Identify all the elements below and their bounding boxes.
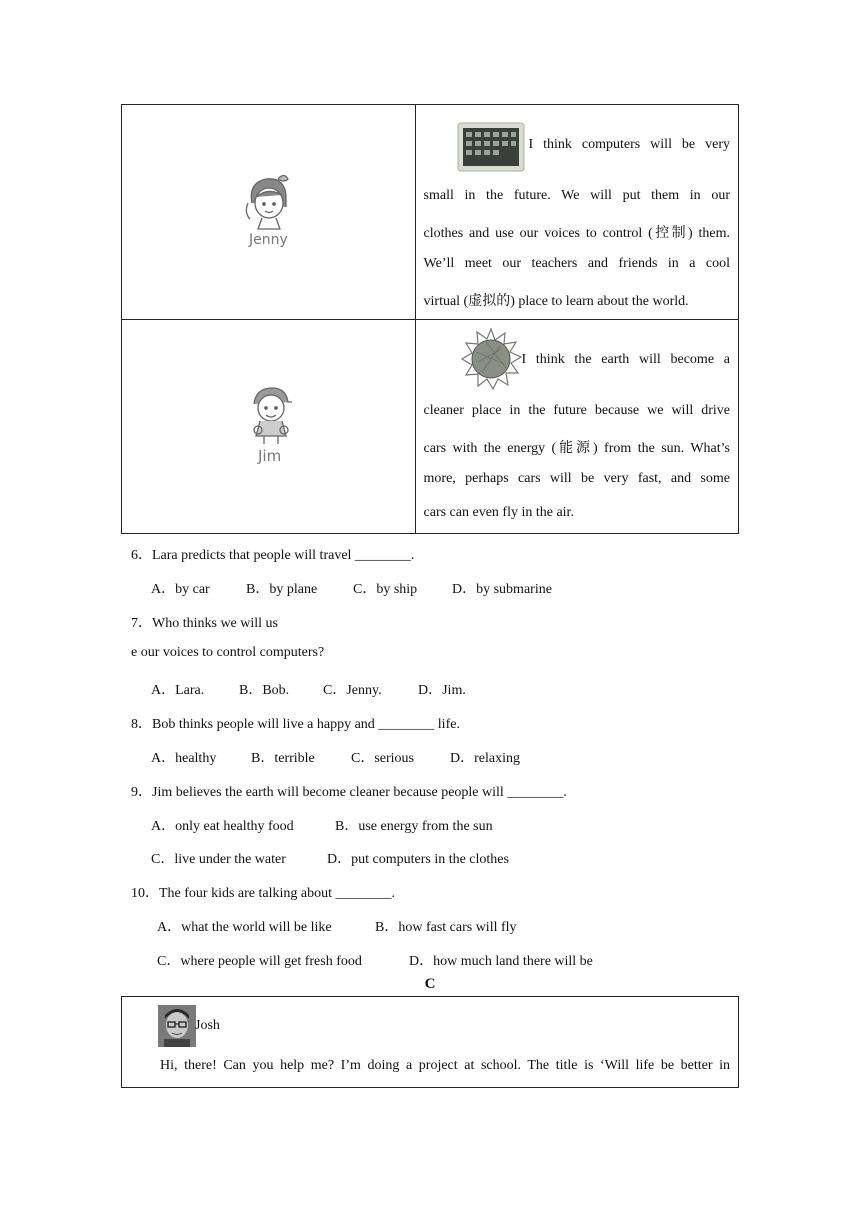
passage-row-jenny [122, 105, 739, 320]
question-10-option-a: A．what the world will be like [157, 920, 332, 935]
paragraph-line: I think the earth will become a [521, 352, 730, 367]
question-6-option-d: D．by submarine [452, 582, 552, 597]
question-10-option-d: D．how much land there will be [409, 954, 593, 969]
question-8-option-d: D．relaxing [450, 751, 520, 766]
question-9-option-a: A．only eat healthy food [151, 819, 294, 834]
avatar [158, 1005, 196, 1047]
question-9-option-d: D．put computers in the clothes [327, 852, 509, 867]
character-name-label: Jim [258, 447, 282, 465]
paragraph-line: I think computers will be very [528, 137, 730, 152]
question-7-stem-continued: e our voices to control computers? [131, 645, 325, 660]
section-heading: C [424, 976, 436, 992]
sun-icon [460, 328, 522, 390]
question-8-stem: 8．Bob thinks people will live a happy and ________ life. [131, 717, 460, 732]
character-cell [122, 105, 416, 320]
author-name: Josh [195, 1018, 220, 1033]
paragraph-line: clothes and use our voices to control (控制) them. [423, 226, 730, 241]
question-6-option-c: C．by ship [353, 582, 418, 597]
question-8-option-a: A．healthy [151, 751, 217, 766]
tablet-computer-icon [456, 121, 526, 173]
question-7-option-d: D．Jim. [418, 683, 466, 698]
question-6-option-b: B．by plane [246, 582, 318, 597]
paragraph-line: cars can even fly in the air. [423, 505, 574, 520]
question-6-option-a: A．by car [151, 582, 210, 597]
question-10-option-b: B．how fast cars will fly [375, 920, 517, 935]
section-c-box [121, 996, 739, 1088]
question-8-option-c: C．serious [351, 751, 414, 766]
question-8-option-b: B．terrible [251, 751, 315, 766]
question-7-stem: 7．Who thinks we will us [131, 616, 278, 631]
passage-table [121, 104, 739, 534]
paragraph-line: virtual (虚拟的) place to learn about the world. [423, 294, 689, 309]
question-7-option-a: A．Lara. [151, 683, 205, 698]
paragraph-line: cleaner place in the future because we will drive [423, 403, 730, 418]
question-9-option-c: C．live under the water [151, 852, 286, 867]
boy-illustration-icon [246, 384, 296, 450]
character-name-label: Jenny [249, 232, 288, 248]
question-7-option-c: C．Jenny. [323, 683, 382, 698]
question-10-stem: 10．The four kids are talking about ________. [131, 886, 396, 901]
question-10-option-c: C．where people will get fresh food [157, 954, 362, 969]
character-cell [122, 320, 416, 534]
section-c-text: Hi, there! Can you help me? I’m doing a project at school. The title is ‘Will life be better in [160, 1058, 730, 1073]
question-6-stem: 6．Lara predicts that people will travel ________. [131, 548, 415, 563]
paragraph-line: We’ll meet our teachers and friends in a cool [423, 256, 730, 271]
text-cell [415, 320, 738, 534]
text-cell [415, 105, 738, 320]
passage-row-jim [122, 320, 739, 534]
question-9-option-b: B．use energy from the sun [335, 819, 493, 834]
question-7-option-b: B．Bob. [239, 683, 290, 698]
paragraph-line: small in the future. We will put them in our [423, 188, 730, 203]
paragraph-line: more, perhaps cars will be very fast, and some [423, 471, 730, 486]
paragraph-line: cars with the energy (能源) from the sun. What’s [423, 441, 730, 456]
question-9-stem: 9．Jim believes the earth will become cleaner because people will ________. [131, 785, 567, 800]
